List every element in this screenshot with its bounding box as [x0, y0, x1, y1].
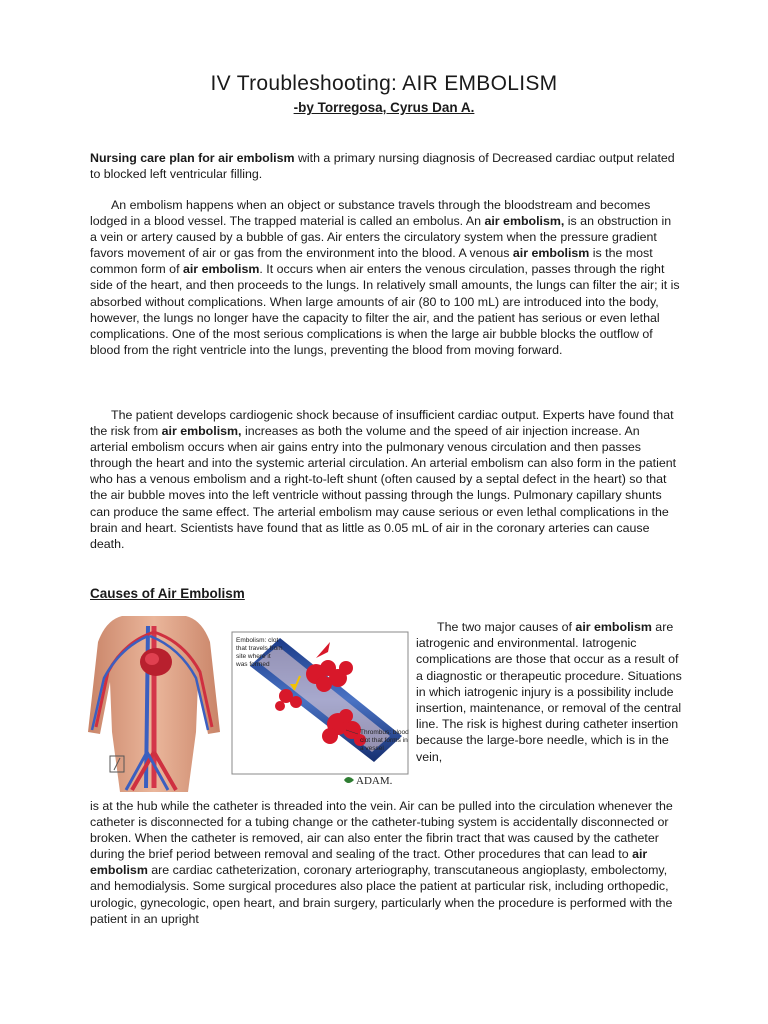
bold-phrase: air embolism: [575, 620, 652, 634]
bold-phrase: air embolism: [90, 847, 648, 878]
bold-phrase: air embolism: [182, 262, 260, 277]
anatomy-illustration: [84, 612, 414, 792]
paragraph-definition: An embolism happens when an object or substance travels through the bloodstream and becomes lodged in a blood vessel. The trapped material is called an embolus. An air embolism, is an obstruction in a vein or artery caused by a bubble of gas. Air enters the circulatory system when the pressure gradient favors movement of air or gas from the environment into the blood. A venous air embolism is the most common form of air embolism. It occurs when air enters the venous circulation, passes through the right side of the heart, and then proceeds to the lungs. In relatively small amounts, the lungs can filter the air; it is absorbed without complications. When large amounts of air (80 to 100 mL) are introduced into the body, however, the lungs no longer have the capacity to filter the air, and the patient has serious or even lethal complications. One of the most serious complications is when the large air bubble blocks the outflow of blood from the right ventricle into the lungs, preventing the blood from moving forward.: [90, 198, 680, 357]
bold-phrase: air embolism,: [161, 424, 242, 439]
bold-phrase: Nursing care plan for air embolism: [90, 151, 295, 165]
human-torso-image: [88, 616, 220, 792]
paragraph-intro: Nursing care plan for air embolism with a primary nursing diagnosis of Decreased cardiac output related to blocked left ventricular filling.: [90, 151, 675, 182]
document-title: IV Troubleshooting: AIR EMBOLISM: [210, 72, 558, 95]
bold-phrase: air embolism: [512, 246, 590, 261]
section-heading-causes: Causes of Air Embolism: [90, 586, 245, 601]
paragraph-causes: The two major causes of air embolism are iatrogenic and environmental. Iatrogenic complications are those that occur as a result of a diagnostic or therapeutic procedure. Situations in which iatrogenic injury is a possibility include insertion, maintenance, or removal of the central line. The risk is highest during catheter insertion because the large-bore needle, which is in the vein,: [416, 620, 682, 764]
svg-text:Embolism: clot that: Embolism: clot that travels from site where it was formed: [236, 637, 283, 668]
paragraph-cardiogenic-shock: The patient develops cardiogenic shock because of insufficient cardiac output. Experts have found that the risk from air embolism, increases as both the volume and the speed of air injection increase. An arterial embolism occurs when air gains entry into the pulmonary venous circulation and then passes through the heart and into the systemic arterial circulation. An arterial embolism can also form in the patient who has a venous embolism and a right-to-left shunt (often caused by a septal defect in the heart) so that the air bubble moves into the left ventricle without passing through the lungs. Pulmonary capillary shunts can produce the same effect. The arterial embolism may cause serious or even lethal complications in the brain and heart. Scientists have found that as little as 0.05 mL of air in the coronary arteries can cause death.: [90, 408, 677, 551]
figure-embolism-illustration: [84, 612, 414, 792]
vessel-cross-section-image: [232, 632, 411, 774]
bold-phrase: air embolism,: [484, 214, 565, 229]
svg-text:Thrombus: blood clot: Thrombus: blood clot that forms in a vessel: [360, 729, 409, 752]
adam-logo: [344, 775, 393, 787]
svg-text:ADAM.: ADAM.: [356, 775, 393, 787]
paragraph-causes-continued: is at the hub while the catheter is threaded into the vein. Air can be pulled into the circulation whenever the catheter is disconnected for a tubing change or the catheter-tubing system is accidentally disconnected or broken. When the catheter is removed, air can also enter the fibrin tract that was caused by the catheter during the brief period between removal and sealing of the tract. Other procedures that can lead to air embolism are cardiac catheterization, coronary arteriography, transcutaneous angioplasty, embolectomy, and hemodialysis. Some surgical procedures also place the patient at particular risk, including orthopedic, urologic, gynecologic, open heart, and brain surgery, particularly when the procedure is performed with the patient in an upright: [90, 799, 673, 926]
document-byline: -by Torregosa, Cyrus Dan A.: [293, 100, 475, 115]
